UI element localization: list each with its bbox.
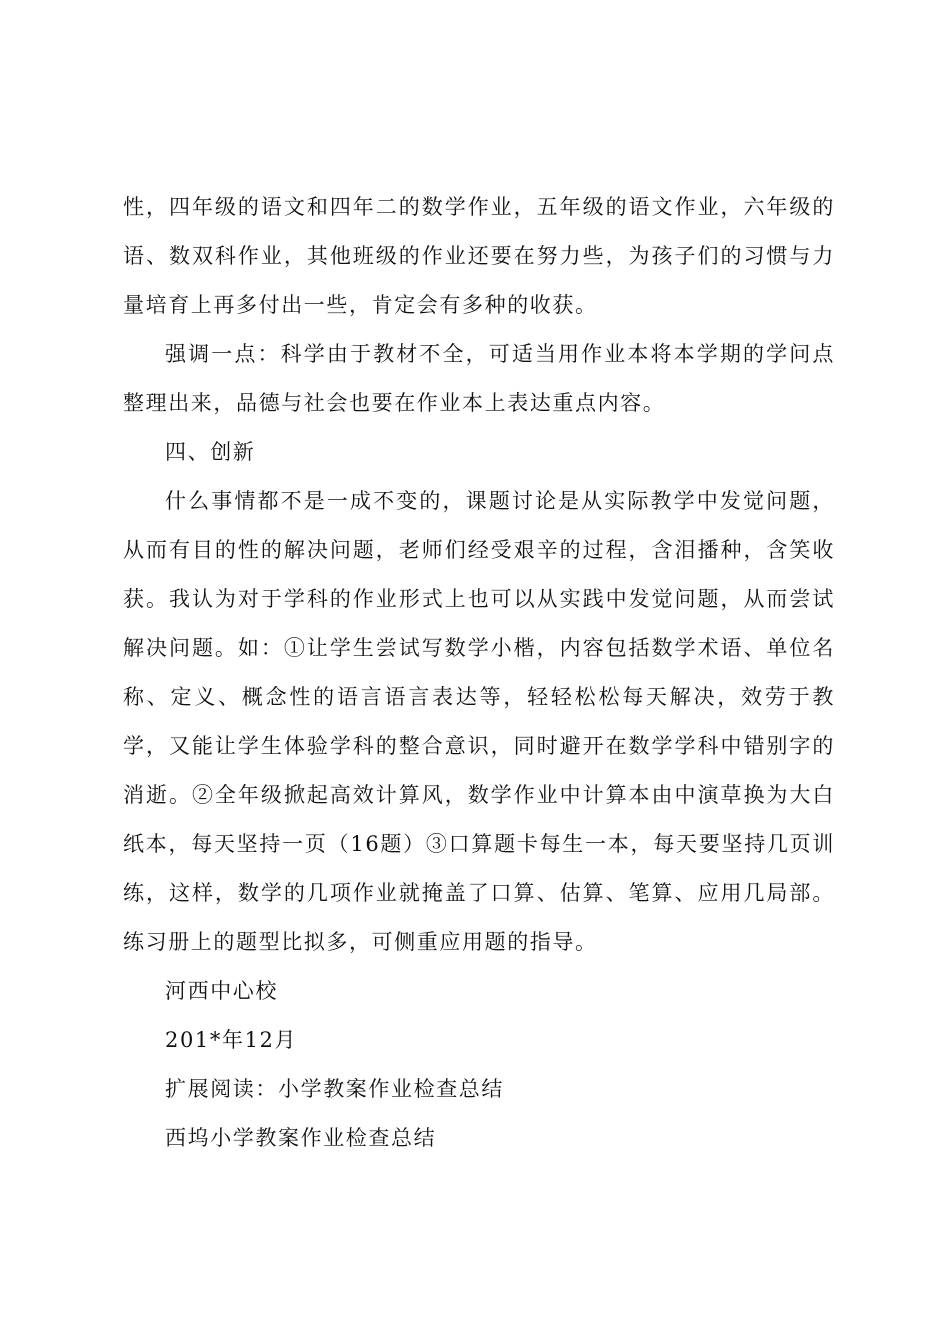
section-heading-innovation: 四、创新 [165,440,256,464]
signature-date: 201*年12月 [165,1028,298,1052]
extended-reading-label: 扩展阅读：小学教案作业检查总结 [165,1077,504,1101]
paragraph-homework-summary: 性，四年级的语文和四年二的数学作业，五年级的语文作业，六年级的语、数双科作业，其他班级的作业还要在努力些，为孩子们的习惯与力量培育上再多付出一些，肯定会有多种的收获。 [123,195,835,317]
paragraph-emphasis: 强调一点：科学由于教材不全，可适当用作业本将本学期的学问点整理出来，品德与社会也要在作业本上表达重点内容。 [123,342,835,415]
signature-school: 河西中心校 [165,979,278,1003]
document-body [123,183,835,1163]
paragraph-innovation: 什么事情都不是一成不变的，课题讨论是从实际教学中发觉问题，从而有目的性的解决问题，老师们经受艰辛的过程，含泪播种，含笑收获。我认为对于学科的作业形式上也可以从实践中发觉问题，从而尝试解决问题。如：①让学生尝试写数学小楷，内容包括数学术语、单位名称、定义、概念性的语言语言表达等，轻轻松松每天解决，效劳于教学，又能让学生体验学科的整合意识，同时避开在数学学科中错别字的消逝。②全年级掀起高效计算风，数学作业中计算本由中演草换为大白纸本，每天坚持一页（16题）③口算题卡每生一本，每天要坚持几页训练，这样，数学的几项作业就掩盖了口算、估算、笔算、应用几局部。练习册上的题型比拟多，可侧重应用题的指导。 [123,489,835,954]
next-document-title: 西坞小学教案作业检查总结 [165,1126,437,1150]
